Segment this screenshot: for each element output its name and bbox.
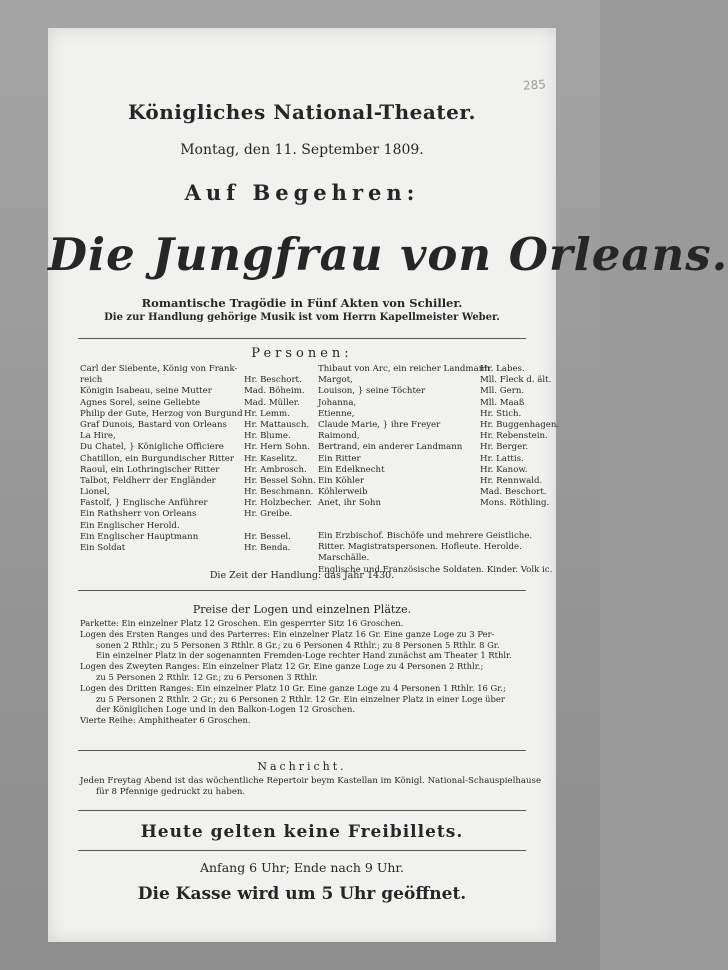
cast-row — [318, 419, 560, 431]
time-of-action: Die Zeit der Handlung: das Jahr 1430. — [209, 570, 395, 581]
cast-row — [318, 465, 530, 476]
cast-actor: Hr. Lattis. — [480, 453, 524, 464]
cast-role: Ein Englischer Hauptmann — [80, 531, 199, 542]
cast-role: Chatillon, ein Burgundischer Ritter — [80, 453, 234, 464]
cast-row — [80, 442, 326, 453]
price-list — [80, 618, 528, 726]
cast-actor: Mad. Müller. — [244, 397, 300, 408]
cast-row — [80, 476, 326, 487]
cast-role: Fastolf, } Englische Anführer — [80, 498, 208, 509]
cast-role: Johanna, — [318, 397, 357, 408]
cast-role: Ein Köhler — [318, 475, 365, 486]
cast-row — [80, 487, 326, 498]
cast-role: Margot, — [318, 375, 353, 386]
cast-actor: Mad. Böheim. — [244, 386, 305, 397]
cast-role: Bertrand, ein anderer Landmann — [318, 442, 463, 453]
start-end-times: Anfang 6 Uhr; Ende nach 9 Uhr. — [199, 860, 405, 875]
price-line: Parkette: Ein einzelner Platz 12 Groschen. Ein gesperrter Sitz 16 Groschen. — [80, 618, 404, 628]
by-request-line: Auf Begehren: — [184, 180, 420, 205]
extras-line: Ritter. Magistratspersonen. Hofleute. Herolde. — [318, 542, 522, 553]
cast-row — [80, 375, 326, 386]
divider — [78, 810, 526, 811]
cast-row — [318, 498, 550, 509]
price-line: Logen des Dritten Ranges: Ein einzelner Platz 10 Gr. Eine ganze Loge zu 4 Personen 1 Rthlr. 16 Gr.; — [80, 682, 506, 693]
notice-line: Jeden Freytag Abend ist das wöchentliche Repertoir beym Kastellan im Königl. National-Schauspielhause — [80, 776, 542, 786]
cast-row — [80, 420, 326, 431]
cast-actor: Mll. Fleck d. ält. — [480, 375, 552, 386]
extras-line: Englische und Französische Soldaten. Kinder. Volk ic. — [318, 564, 553, 575]
cast-role: Ein Soldat — [80, 543, 126, 553]
play-subtitle: Romantische Tragödie in Fünf Akten von Schiller. — [141, 296, 463, 310]
cast-actor: Hr. Greibe. — [244, 509, 293, 520]
cast-row — [318, 364, 530, 375]
cast-actor: Hr. Lemm. — [244, 408, 290, 419]
cast-row — [80, 409, 326, 420]
price-line: Ein einzelner Platz in der sogenannten Fremden-Loge rechter Hand zunächst am Theater 1 Rthlr. — [96, 650, 512, 661]
cast-role: Etienne, — [318, 408, 355, 419]
cast-actor: Hr. Rennwald. — [480, 475, 543, 486]
divider — [78, 750, 526, 751]
cast-role: Ein Rathsherr von Orleans — [80, 509, 197, 520]
cast-role: Anet, ihr Sohn — [318, 498, 381, 509]
divider — [78, 338, 526, 339]
divider — [78, 850, 526, 851]
extras-line: Ein Erzbischof. Bischöfe und mehrere Geistliche. — [318, 531, 533, 541]
notice-line: für 8 Pfennige gedruckt zu haben. — [96, 787, 246, 797]
cast-actor: Mad. Beschort. — [480, 487, 547, 498]
notice-text — [80, 776, 542, 798]
price-line: zu 5 Personen 2 Rthlr. 12 Gr.; zu 6 Personen 3 Rthlr. — [96, 671, 318, 682]
page-number: 285 — [522, 77, 547, 93]
cast-role: Thibaut von Arc, ein reicher Landmann — [318, 364, 490, 374]
cast-role: Köhlerweib — [318, 487, 368, 498]
cast-row — [80, 532, 326, 543]
cast-role: Lionel, — [80, 487, 110, 498]
cast-role: Talbot, Feldherr der Engländer — [80, 475, 216, 486]
notice-heading: Nachricht. — [257, 760, 347, 773]
cast-actor: Hr. Beschort. — [244, 375, 302, 386]
persons-heading: Personen: — [251, 346, 353, 361]
cast-actor: Mons. Röthling. — [480, 498, 550, 509]
cast-actor: Hr. Berger. — [480, 442, 529, 453]
cast-row — [80, 465, 326, 476]
price-line: Logen des Ersten Ranges und des Parterres: Ein einzelner Platz 16 Gr. Eine ganze Loge zu 3 Per- — [80, 628, 495, 639]
cast-role: Ein Ritter — [318, 453, 361, 464]
cast-actor: Mll. Gern. — [480, 386, 525, 397]
cast-row — [80, 398, 326, 409]
play-title: Die Jungfrau von Orleans. — [48, 228, 728, 281]
cast-row — [318, 487, 547, 498]
performance-date: Montag, den 11. September 1809. — [180, 142, 424, 158]
cast-actor: Hr. Kaselitz. — [244, 453, 298, 464]
cast-actor: Hr. Stich. — [480, 408, 522, 419]
cast-actor: Hr. Rebenstein. — [480, 431, 548, 442]
cast-actor: Hr. Beschmann. — [244, 487, 314, 498]
cast-actor: Hr. Bessel Sohn. — [244, 475, 316, 486]
cast-actor: Hr. Benda. — [244, 543, 291, 553]
cast-role: La Hire, — [80, 431, 116, 442]
cast-row — [80, 364, 326, 375]
playbill-sheet — [48, 28, 728, 942]
cast-row — [80, 543, 326, 554]
cast-role: Philip der Gute, Herzog von Burgund — [80, 408, 243, 419]
cast-row — [80, 521, 326, 532]
cast-row — [318, 475, 543, 487]
cast-actor: Hr. Bessel. — [244, 531, 291, 542]
cast-role: Raimond, — [318, 431, 360, 442]
cast-row — [318, 386, 530, 397]
cast-list-right — [318, 364, 560, 509]
cast-actor: Hr. Blume. — [244, 431, 291, 442]
cast-actor: Hr. Mattausch. — [244, 419, 310, 430]
cast-role: Carl der Siebente, König von Frank- — [80, 364, 238, 374]
no-free-tickets-notice: Heute gelten keine Freibillets. — [140, 822, 464, 842]
cast-role: Agnes Sorel, seine Geliebte — [80, 397, 201, 408]
cast-actor: Mll. Maaß — [480, 397, 525, 408]
cast-row — [80, 498, 326, 509]
cast-row — [318, 442, 530, 453]
cast-actor: Hr. Holzbecher. — [244, 498, 312, 509]
cast-list-left — [80, 364, 326, 554]
cast-row — [318, 409, 530, 420]
cast-actor: Hr. Kanow. — [480, 464, 528, 475]
prices-heading: Preise der Logen und einzelnen Plätze. — [192, 603, 412, 616]
price-line: sonen 2 Rthlr.; zu 5 Personen 3 Rthlr. 8 Gr.; zu 6 Personen 4 Rthlr.; zu 8 Personen 5 Rthlr. 8 Gr. — [96, 639, 500, 650]
cast-actor: Hr. Buggenhagen. — [480, 419, 560, 430]
theater-title: Königliches National-Theater. — [127, 100, 476, 124]
cast-row — [318, 454, 530, 465]
cast-row — [318, 375, 552, 386]
price-line: der Königlichen Loge und in den Balkon-Logen 12 Groschen. — [96, 704, 356, 715]
price-line: Logen des Zweyten Ranges: Ein einzelner Platz 12 Gr. Eine ganze Loge zu 4 Personen 2 Rthlr.; — [80, 661, 484, 672]
cast-row — [80, 386, 326, 397]
extras-line: Marschälle. — [318, 553, 370, 564]
cast-row — [80, 454, 326, 465]
cast-row — [318, 398, 530, 409]
cast-actor: Hr. Hern Sohn. — [244, 442, 310, 453]
box-office-opening: Die Kasse wird um 5 Uhr geöffnet. — [137, 884, 467, 904]
cast-role: Raoul, ein Lothringischer Ritter — [80, 464, 220, 475]
price-line: zu 5 Personen 2 Rthlr. 2 Gr.; zu 6 Personen 2 Rthlr. 12 Gr. Ein einzelner Platz in einer Loge über — [96, 693, 505, 704]
cast-role: reich — [80, 375, 103, 386]
cast-role: Ein Edelknecht — [318, 464, 385, 475]
cast-actor: Hr. Ambrosch. — [244, 464, 307, 475]
cast-actor: Hr. Labes. — [480, 364, 525, 374]
cast-role: Claude Marie, } ihre Freyer — [318, 419, 441, 430]
cast-row — [80, 431, 326, 442]
cast-row — [80, 509, 326, 520]
cast-role: Du Chatel, } Königliche Officiere — [80, 442, 224, 453]
cast-role: Ein Englischer Herold. — [80, 520, 180, 531]
music-credit: Die zur Handlung gehörige Musik ist vom Herrn Kapellmeister Weber. — [104, 312, 500, 323]
divider — [78, 590, 526, 591]
price-line: Vierte Reihe: Amphitheater 6 Groschen. — [80, 715, 251, 726]
cast-row — [318, 431, 548, 442]
cast-role: Graf Dunois, Bastard von Orleans — [80, 419, 227, 430]
cast-role: Königin Isabeau, seine Mutter — [80, 386, 212, 397]
cast-role: Louison, } seine Töchter — [318, 386, 426, 397]
